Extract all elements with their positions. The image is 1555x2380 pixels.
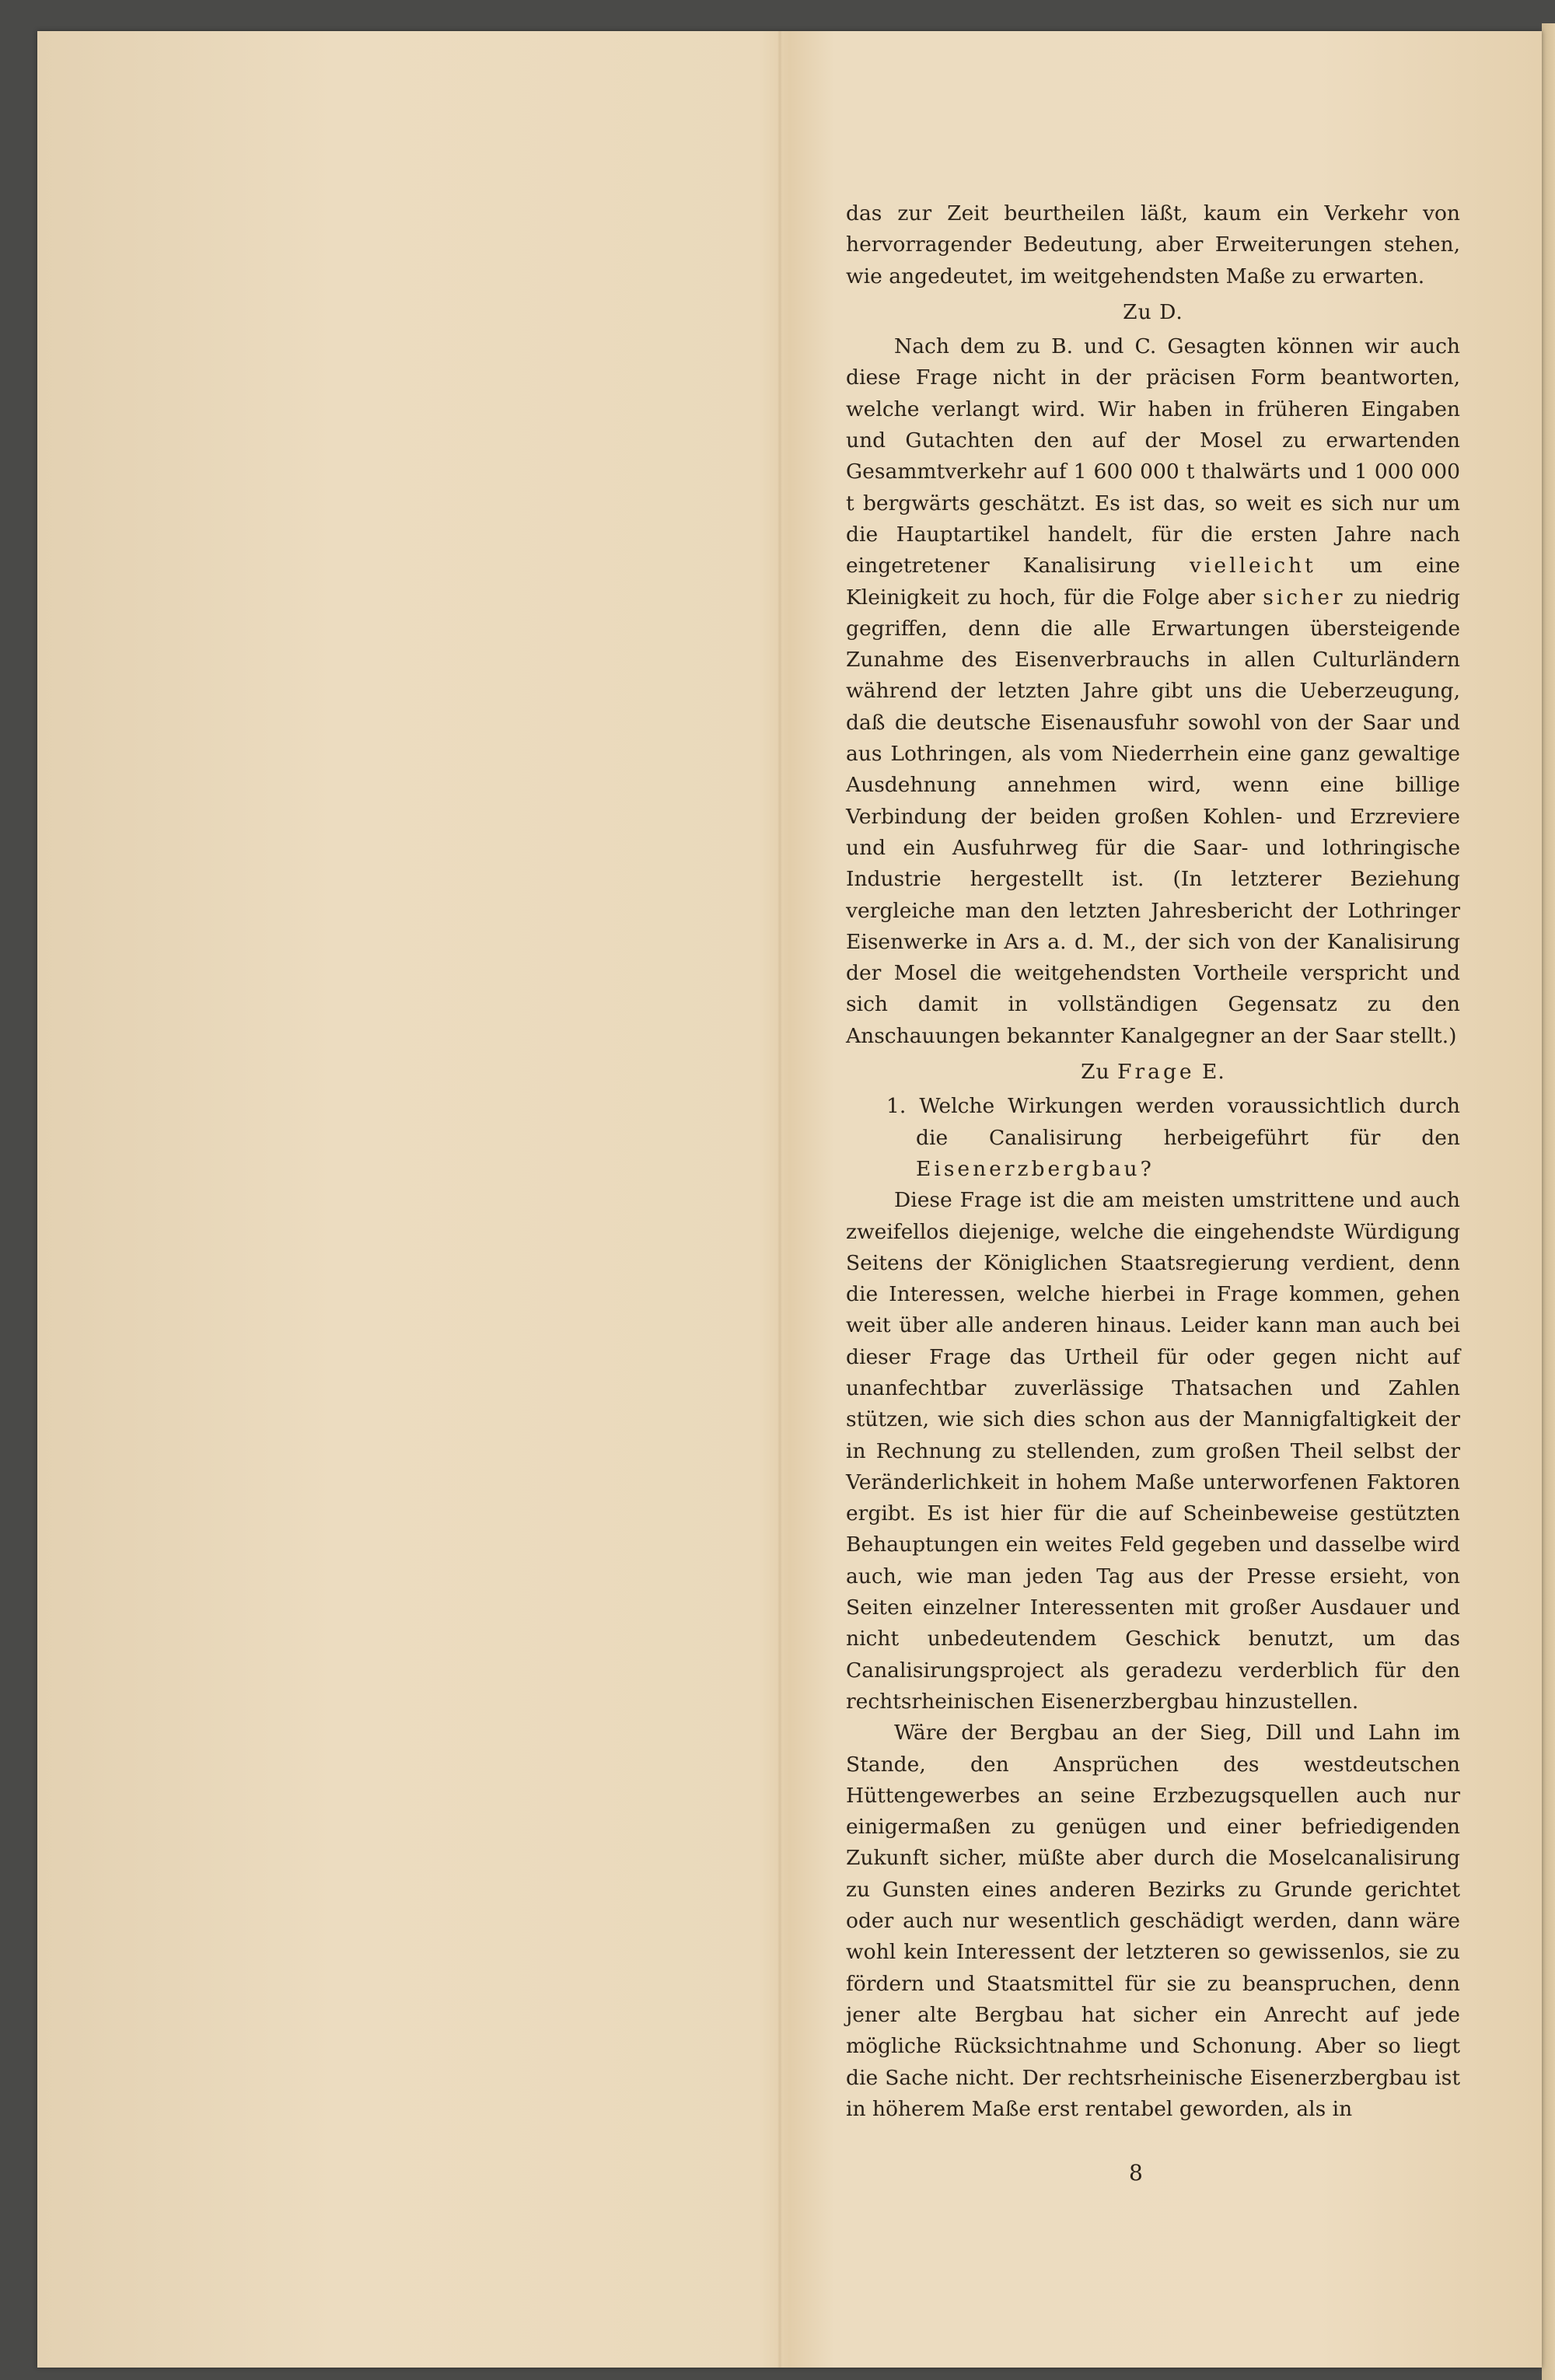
section-heading-d: Zu D. bbox=[1123, 299, 1183, 324]
adjacent-page-edge bbox=[1542, 23, 1555, 2380]
emphasis-sicher: sicher bbox=[1263, 585, 1346, 610]
page-fold bbox=[778, 31, 782, 2368]
answer-d-text-2: um eine Kleinigkeit zu hoch, für die Folge aber bbox=[846, 554, 1460, 610]
paragraph-answer-d bbox=[846, 331, 1460, 1052]
paragraph-continuation: das zur Zeit beurtheilen läßt, kaum ein Verkehr von hervorragender Bedeutung, aber Erweiterungen stehen, wie angedeutet, im weitgehendsten Maße zu erwarten. bbox=[846, 201, 1460, 288]
question-1 bbox=[846, 1091, 1460, 1185]
page-number: 8 bbox=[1129, 2160, 1143, 2186]
paragraph-bergbau: Wäre der Bergbau an der Sieg, Dill und Lahn im Stande, den Ansprüchen des westdeutschen Hüttengewerbes an seine Erzbezugsquellen auch nur einigermaßen zu genügen und einer befriedigenden Zukunft sicher, müßte aber durch die Moselcanalisirung zu Gunsten eines anderen Bezirks zu Grunde gerichtet oder auch nur wesentlich geschädigt werden, dann wäre wohl kein Interessent der letzteren so gewissenlos, sie zu fördern und Staatsmittel für sie zu beanspruchen, denn jener alte Bergbau hat sicher ein Anrecht auf jede mögliche Rücksichtnahme und Schonung. Aber so liegt die Sache nicht. Der rechtsrheinische Eisenerzbergbau ist in höherem Maße erst rentabel geworden, als in bbox=[846, 1721, 1460, 2121]
answer-d-text-1: Nach dem zu B. und C. Gesagten können wir auch diese Frage nicht in der präcisen Form beantworten, welche verlangt wird. Wir haben in früheren Eingaben und Gutachten den auf der Mosel zu erwartenden Gesammtverkehr auf 1 600 000 t thalwärts und 1 000 000 t bergwärts geschätzt. Es ist das, so weit es sich nur um die Hauptartikel handelt, für die ersten Jahre nach eingetretener Kanalisirung bbox=[846, 334, 1460, 578]
answer-d-text-3: zu niedrig gegriffen, denn die alle Erwartungen übersteigende Zunahme des Eisenverbrauchs in allen Culturländern während der letzten Jahre gibt uns die Ueberzeugung, daß die deutsche Eisenausfuhr sowohl von der Saar und aus Lothringen, als vom Niederrhein eine ganz gewaltige Ausdehnung annehmen wird, wenn eine billige Verbindung der beiden großen Kohlen- und Erzreviere und ein Ausfuhrweg für die Saar- und lothringische Industrie hergestellt ist. (In letzterer Beziehung vergleiche man den letzten Jahresbericht der Lothringer Eisenwerke in Ars a. d. M., der sich von der Kanalisirung der Mosel die weitgehendsten Vortheile verspricht und sich damit in vollständigen Gegensatz zu den Anschauungen bekannter Kanalgegner an der Saar stellt.) bbox=[846, 585, 1460, 1048]
section-heading-e bbox=[846, 1057, 1460, 1088]
heading-e-word: Frage bbox=[1117, 1060, 1195, 1085]
question-1-emphasis: Eisenerzbergbau? bbox=[916, 1156, 1155, 1181]
heading-e-suffix: E. bbox=[1202, 1060, 1225, 1085]
emphasis-vielleicht: vielleicht bbox=[1189, 554, 1316, 578]
question-1-text: 1. Welche Wirkungen werden voraussichtlich durch die Canalisirung herbeigeführt für den bbox=[886, 1094, 1460, 1150]
paragraph-answer-1: Diese Frage ist die am meisten umstrittene und auch zweifellos diejenige, welche die eingehendste Würdigung Seitens der Königlichen Staatsregierung verdient, denn die Interessen, welche hierbei in Frage kommen, gehen weit über alle anderen hinaus. Leider kann man auch bei dieser Frage das Urtheil für oder gegen nicht auf unanfechtbar zuverlässige Thatsachen und Zahlen stützen, wie sich dies schon aus der Mannigfaltigkeit der in Rechnung zu stellenden, zum großen Theil selbst der Veränderlichkeit in hohem Maße unterworfenen Faktoren ergibt. Es ist hier für die auf Scheinbeweise gestützten Behauptungen ein weites Feld gegeben und dasselbe wird auch, wie man jeden Tag aus der Presse ersieht, von Seiten einzelner Interessenten mit großer Ausdauer und nicht unbedeutendem Geschick benutzt, um das Canalisirungsproject als geradezu verderblich für den rechtsrheinischen Eisenerzbergbau hinzustellen. bbox=[846, 1188, 1460, 1714]
heading-e-prefix: Zu bbox=[1081, 1060, 1110, 1085]
text-column bbox=[846, 198, 1460, 2125]
